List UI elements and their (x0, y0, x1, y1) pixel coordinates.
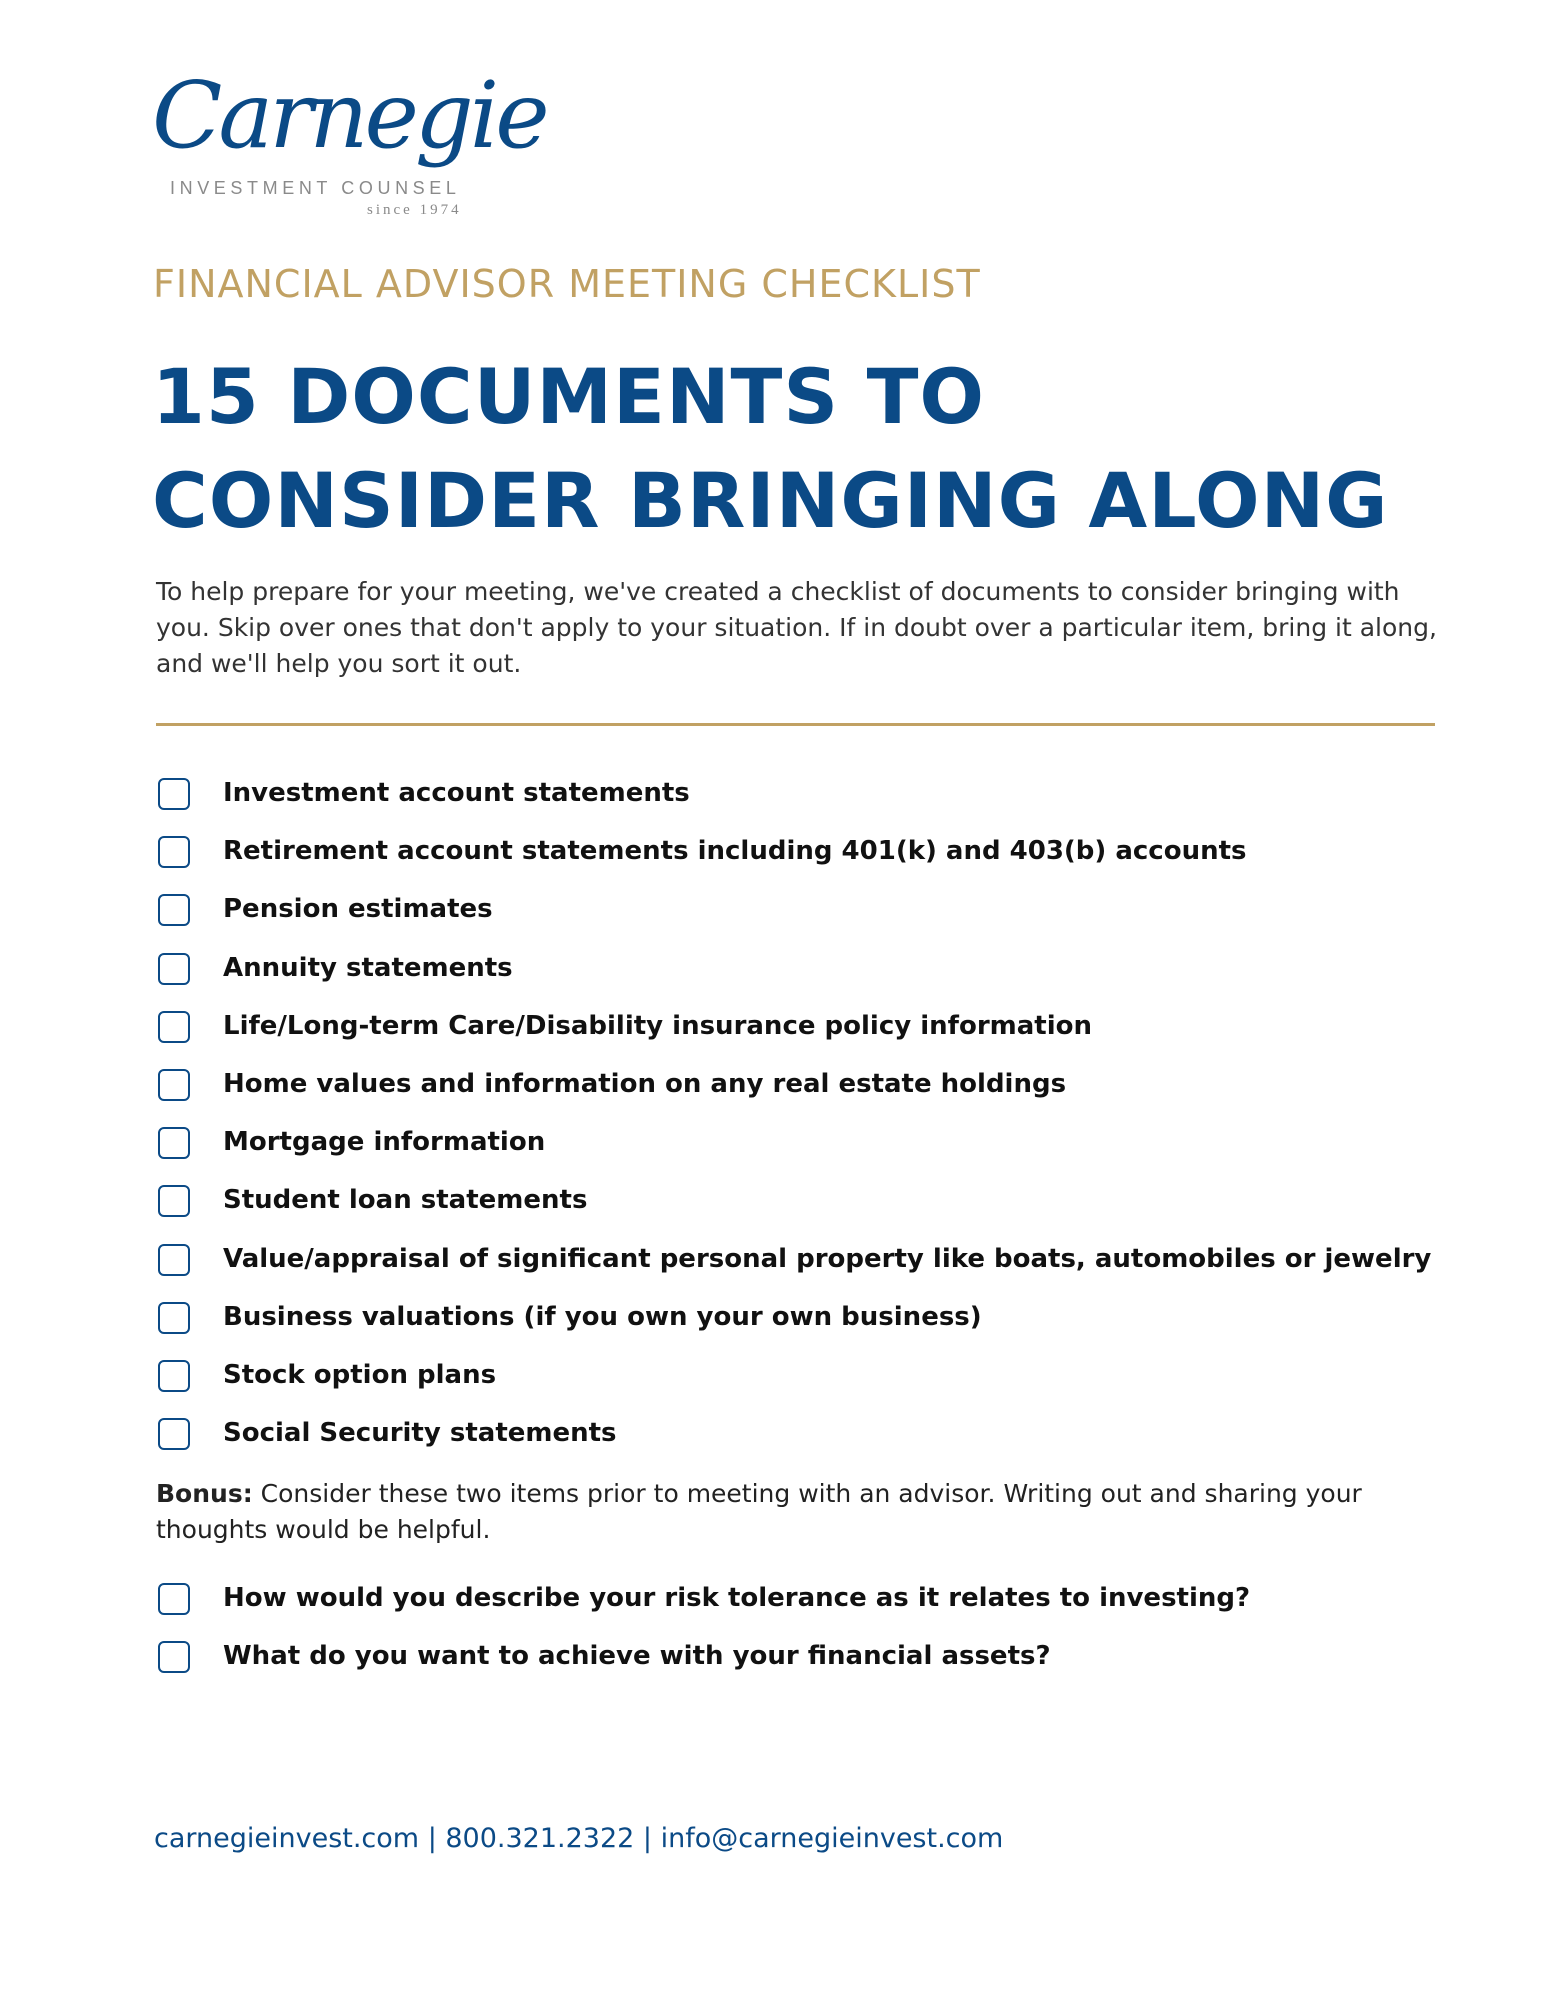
document-checklist (158, 778, 1431, 1476)
checklist-item-label: What do you want to achieve with your financial assets? (223, 1641, 1051, 1672)
checklist-item-label: Annuity statements (223, 952, 513, 983)
checklist-item (158, 778, 1431, 836)
checkbox[interactable] (158, 1011, 190, 1043)
page-title (152, 345, 1389, 553)
bonus-checklist (158, 1583, 1250, 1699)
checklist-item (158, 894, 1431, 952)
title-line-1: 15 DOCUMENTS TO (152, 352, 986, 441)
checkbox[interactable] (158, 1069, 190, 1101)
checkbox[interactable] (158, 953, 190, 985)
phone-link[interactable]: 800.321.2322 (445, 1823, 635, 1854)
checklist-item-label: Pension estimates (223, 894, 493, 925)
checklist-item (158, 1641, 1250, 1699)
logo-wordmark: Carnegie (152, 62, 546, 169)
checkbox[interactable] (158, 1418, 190, 1450)
checklist-item-label: Value/appraisal of significant personal property like boats, automobiles or jewelry (223, 1243, 1432, 1274)
checklist-item-label: Mortgage information (223, 1127, 546, 1158)
checklist-item-label: Investment account statements (223, 778, 690, 808)
checkbox[interactable] (158, 778, 190, 810)
checklist-item-label: Student loan statements (223, 1185, 588, 1216)
title-line-2: CONSIDER BRINGING ALONG (152, 456, 1389, 545)
intro-paragraph: To help prepare for your meeting, we've created a checklist of documents to consider bringing with you. Skip over ones that don't apply to your situation. If in doubt over a particular item, bring it along, and we'll help you sort it out. (156, 577, 1437, 678)
eyebrow-heading: FINANCIAL ADVISOR MEETING CHECKLIST (153, 262, 981, 306)
checklist-item (158, 953, 1431, 1011)
checkbox[interactable] (158, 1185, 190, 1217)
checklist-item-label: Life/Long-term Care/Disability insurance policy information (223, 1010, 1093, 1041)
company-logo (150, 62, 546, 225)
checklist-item-label: Social Security statements (223, 1418, 617, 1449)
bonus-paragraph (156, 1476, 1446, 1548)
checklist-item-label: How would you describe your risk tolerance as it relates to investing? (223, 1583, 1251, 1613)
checklist-item (158, 1185, 1431, 1243)
checklist-item (158, 836, 1431, 894)
checklist-item (158, 1302, 1431, 1360)
checkbox[interactable] (158, 1583, 190, 1615)
checkbox[interactable] (158, 1127, 190, 1159)
checklist-item (158, 1127, 1431, 1185)
checkbox[interactable] (158, 836, 190, 868)
checklist-item (158, 1244, 1431, 1302)
divider (156, 723, 1435, 726)
checkbox[interactable] (158, 1302, 190, 1334)
checklist-item (158, 1011, 1431, 1069)
checklist-item (158, 1418, 1431, 1476)
footer-contact (154, 1823, 1003, 1854)
logo-subtitle: INVESTMENT COUNSEL (170, 178, 461, 198)
bonus-text: Consider these two items prior to meeting with an advisor. Writing out and sharing your thoughts would be helpful. (156, 1479, 1362, 1544)
checklist-item-label: Home values and information on any real estate holdings (223, 1068, 1067, 1099)
checklist-item (158, 1360, 1431, 1418)
checkbox[interactable] (158, 894, 190, 926)
website-link[interactable]: carnegieinvest.com (154, 1823, 420, 1854)
bonus-label: Bonus: (156, 1479, 253, 1508)
checklist-item-label: Retirement account statements including 401(k) and 403(b) accounts (223, 836, 1247, 867)
checkbox[interactable] (158, 1360, 190, 1392)
email-link[interactable]: info@carnegieinvest.com (660, 1823, 1004, 1854)
checkbox[interactable] (158, 1244, 190, 1276)
checklist-item (158, 1069, 1431, 1127)
checklist-item (158, 1583, 1250, 1641)
separator: | (419, 1823, 446, 1854)
separator: | (634, 1823, 661, 1854)
checklist-item-label: Business valuations (if you own your own business) (223, 1301, 982, 1332)
checkbox[interactable] (158, 1641, 190, 1673)
logo-since: since 1974 (367, 202, 462, 218)
checklist-item-label: Stock option plans (223, 1359, 497, 1390)
